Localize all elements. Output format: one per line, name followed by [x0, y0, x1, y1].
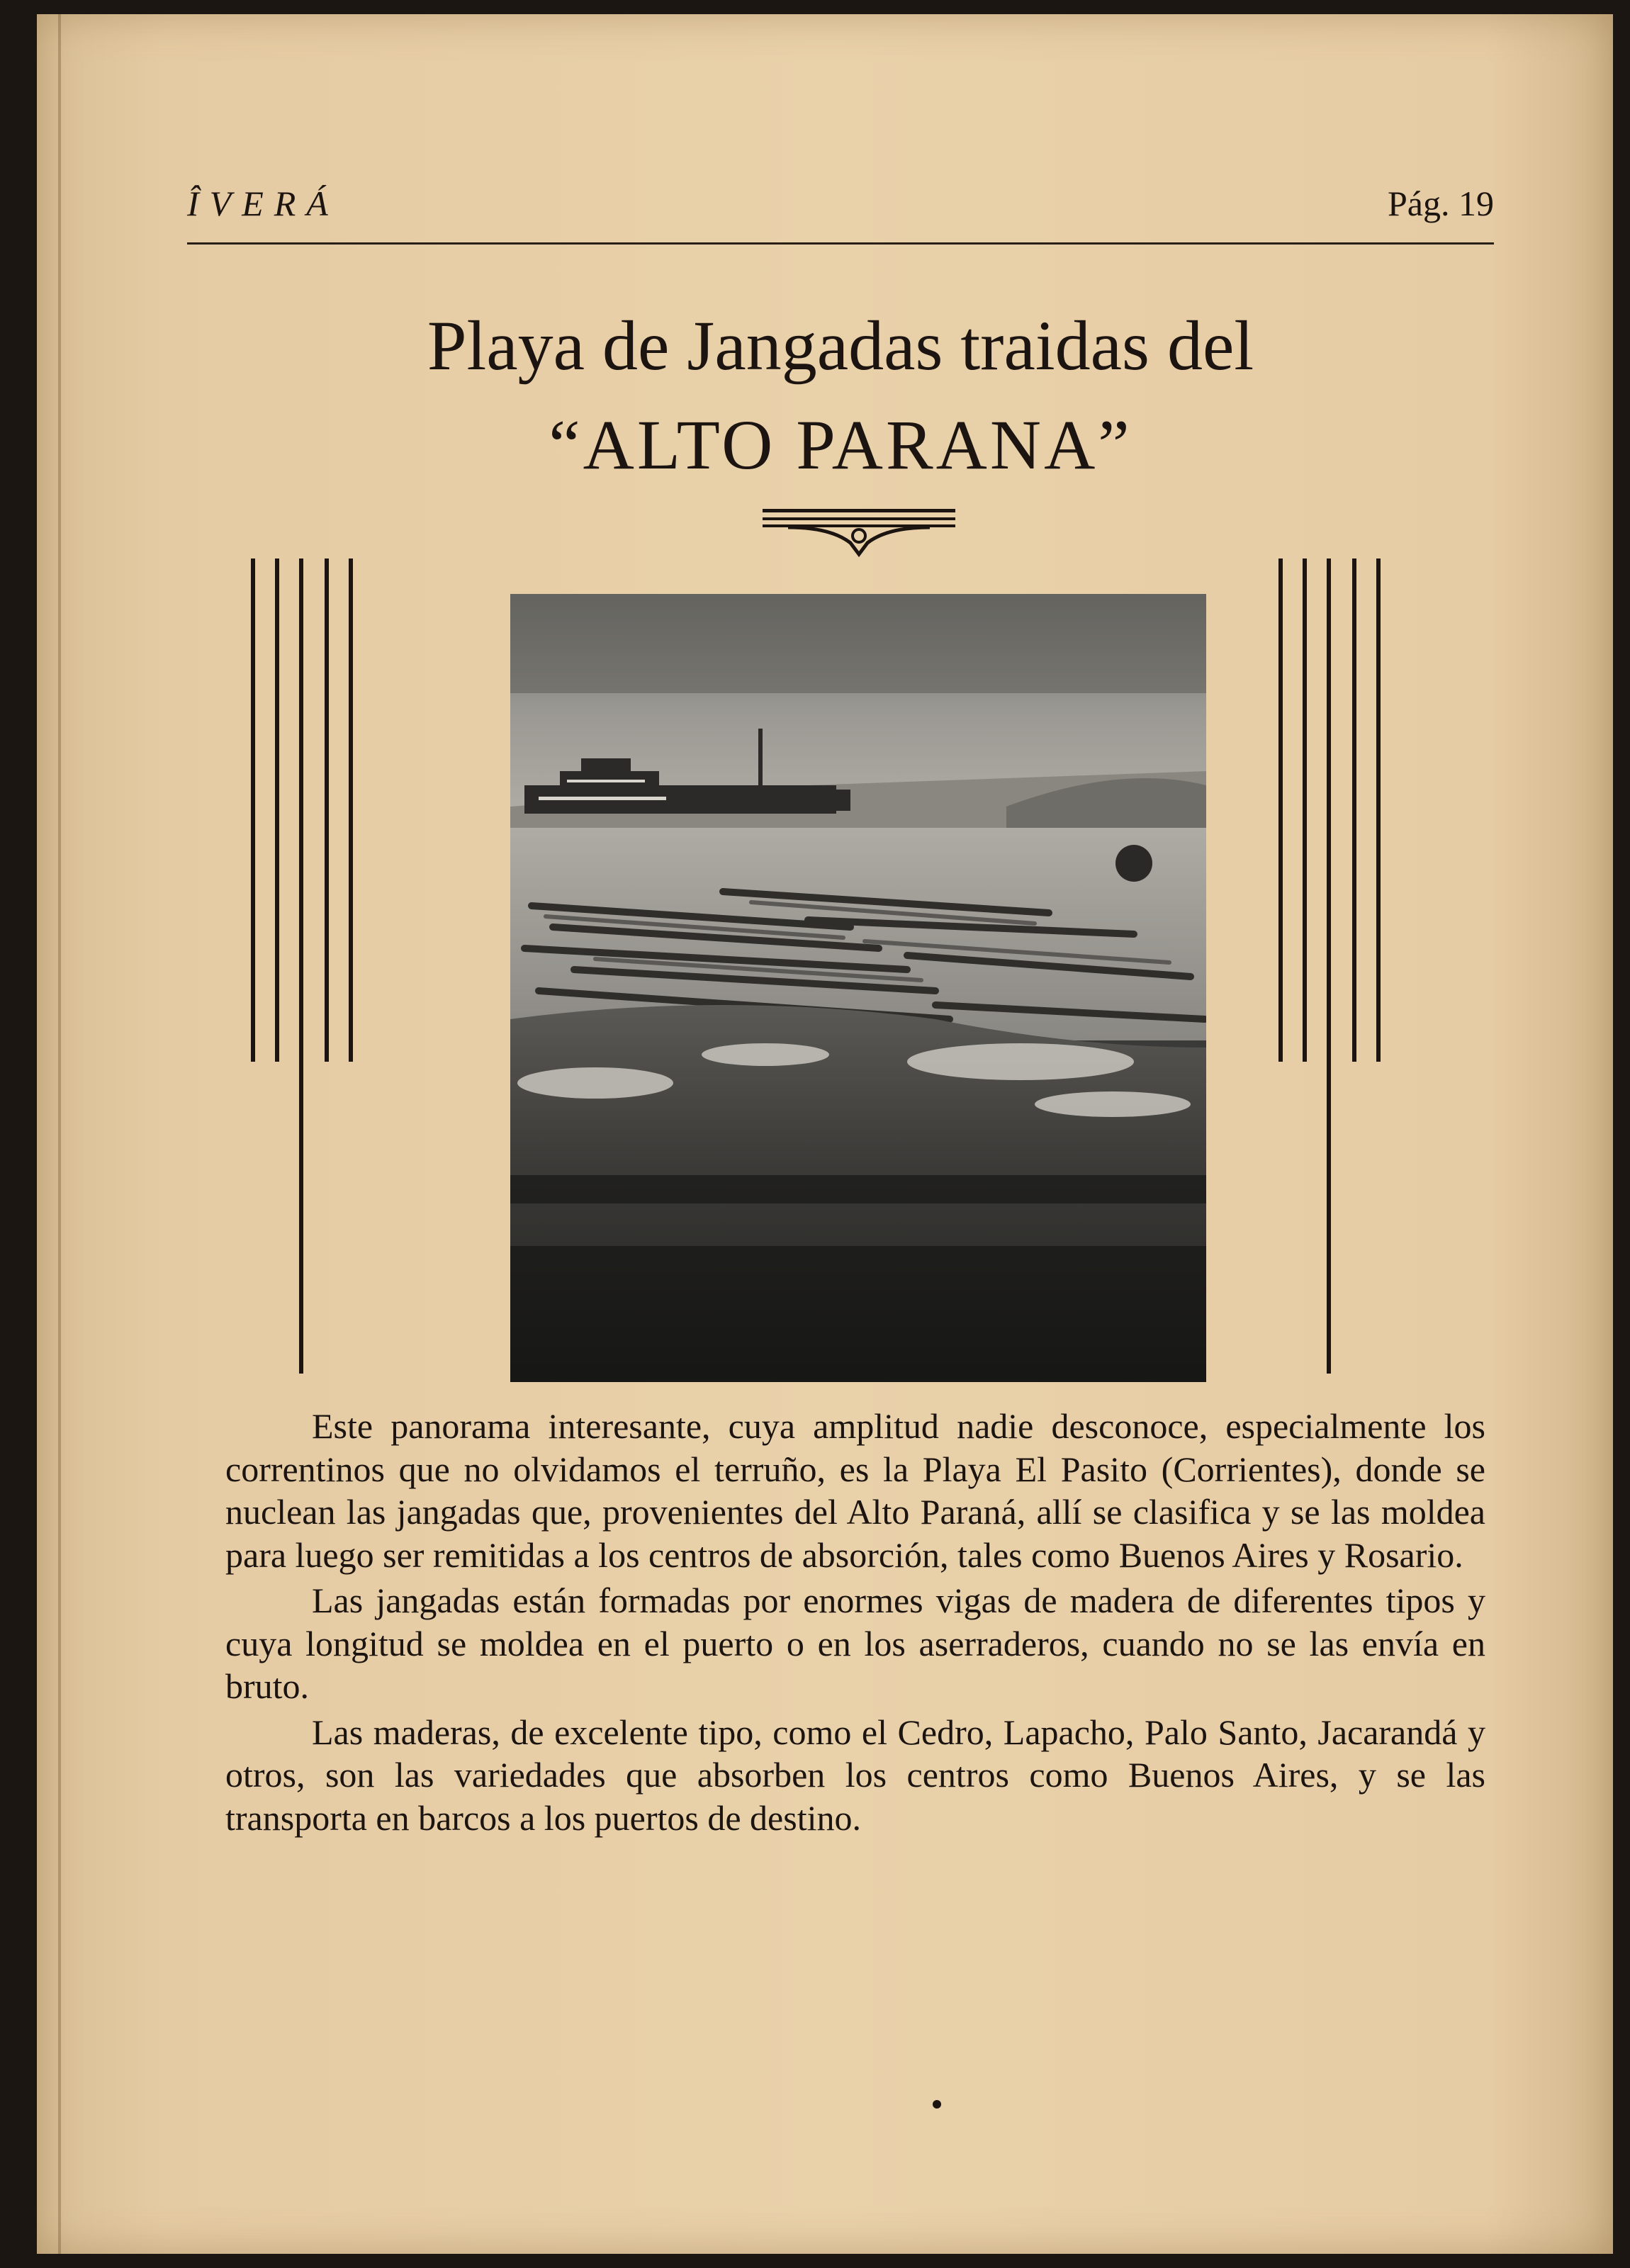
river-port-photograph: [510, 594, 1206, 1382]
header-rule: [187, 242, 1494, 245]
publication-name: ÎVERÁ: [187, 184, 339, 223]
magazine-page: [37, 14, 1613, 2254]
article-title-line-2: “ALTO PARANA”: [549, 405, 1132, 484]
photograph-icon: [510, 594, 1206, 1382]
left-vertical-bars-ornament: [248, 558, 383, 1374]
article-body: [225, 1405, 1485, 1842]
right-vertical-bars-ornament: [1276, 558, 1410, 1374]
article-title-line-1: Playa de Jangadas traidas del: [427, 306, 1254, 385]
page-number: Pág. 19: [1388, 184, 1494, 223]
binding-fold: [58, 14, 61, 2254]
ornament-divider-icon: [760, 503, 958, 560]
paragraph-2: Las jangadas están formadas por enormes vigas de madera de diferentes tipos y cuya longitud se moldea en el puerto o en los aserraderos, cuando no se las envía en bruto.: [225, 1581, 1485, 1706]
paragraph-3: Las maderas, de excelente tipo, como el Cedro, Lapacho, Palo Santo, Jacarandá y otros, son las variedades que absorben los centros como Buenos Aires, y se las transporta en barcos a los puertos de destino.: [225, 1712, 1485, 1838]
paragraph-1: Este panorama interesante, cuya amplitud nadie desconoce, especialmente los correntinos que no olvidamos el terruño, es la Playa El Pasito (Corrientes), donde se nuclean las jangadas que, provenientes del Alto Paraná, allí se clasifica y se las moldea para luego ser remitidas a los centros de absorción, tales como Buenos Aires y Rosario.: [225, 1406, 1485, 1575]
running-header: [187, 183, 1494, 232]
bullet-dot: [933, 2100, 941, 2109]
